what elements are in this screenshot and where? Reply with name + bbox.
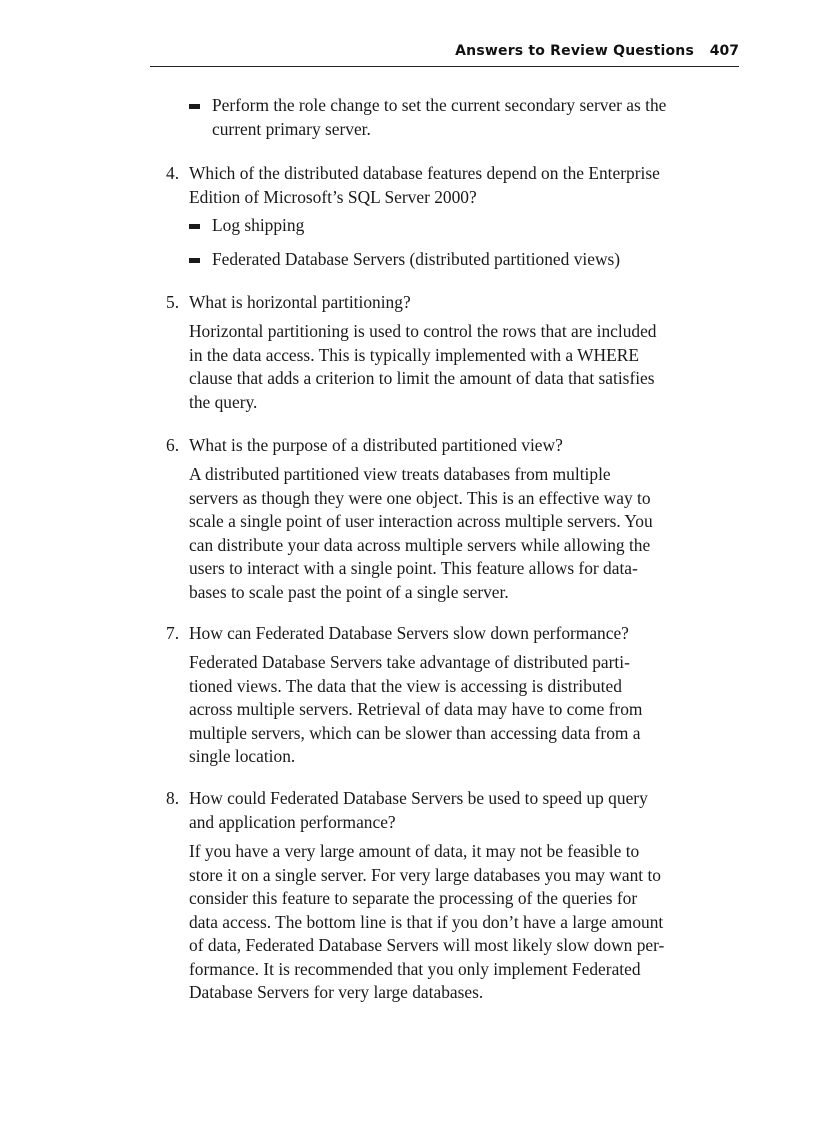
- answer-6: [189, 463, 709, 604]
- answer-text-line: across multiple servers. Retrieval of data may have to come from: [189, 699, 643, 719]
- answer-text-line: A distributed partitioned view treats databases from multiple: [189, 464, 611, 484]
- question-text-line: Which of the distributed database features depend on the Enterprise: [189, 163, 660, 183]
- answer-text-line: Federated Database Servers take advantage of distributed parti-: [189, 652, 630, 672]
- header-title: Answers to Review Questions: [455, 43, 694, 59]
- bullet-item: [189, 94, 709, 141]
- answer-text-line: users to interact with a single point. This feature allows for data-: [189, 558, 638, 578]
- answer-text-line: bases to scale past the point of a single server.: [189, 581, 509, 602]
- answer-text-line: consider this feature to separate the processing of the queries for: [189, 888, 638, 908]
- answer-text-line: store it on a single server. For very large databases you may want to: [189, 864, 662, 885]
- question-text-line: What is horizontal partitioning?: [189, 292, 411, 312]
- page-number: 407: [709, 43, 739, 59]
- question-text-line: How can Federated Database Servers slow down performance?: [189, 623, 629, 643]
- answer-text-line: can distribute your data across multiple servers while allowing the: [189, 534, 651, 555]
- answer-5: [189, 320, 709, 414]
- answer-text-line: data access. The bottom line is that if you don’t have a large amount: [189, 911, 664, 932]
- question-number: 6.: [166, 435, 180, 455]
- answer-text-line: in the data access. This is typically implemented with a WHERE: [189, 344, 639, 365]
- question-5: [166, 291, 711, 315]
- question-4: [166, 162, 711, 209]
- question-text-line: Edition of Microsoft’s SQL Server 2000?: [189, 186, 477, 207]
- answer-text-line: clause that adds a criterion to limit the amount of data that satisfies: [189, 368, 655, 388]
- square-bullet-icon: [189, 104, 200, 109]
- bullet-text-line: current primary server.: [212, 118, 371, 139]
- question-text-line: How could Federated Database Servers be used to speed up query: [189, 788, 648, 808]
- question-8: [166, 787, 711, 834]
- answer-text-line: of data, Federated Database Servers will most likely slow down per-: [189, 935, 665, 955]
- question-number: 8.: [166, 788, 180, 808]
- question-number: 5.: [166, 292, 180, 312]
- answer-text-line: Horizontal partitioning is used to control the rows that are included: [189, 321, 657, 341]
- question-7: [166, 622, 711, 646]
- question-text-line: and application performance?: [189, 811, 396, 832]
- running-header: [150, 40, 739, 67]
- answer-text-line: single location.: [189, 746, 296, 766]
- bullet-text-line: Log shipping: [212, 215, 305, 235]
- answer-text-line: tioned views. The data that the view is accessing is distributed: [189, 675, 622, 696]
- question-number: 7.: [166, 623, 180, 643]
- question-6: [166, 434, 711, 458]
- bullet-text-line: Perform the role change to set the current secondary server as the: [212, 95, 667, 115]
- bullet-item: [189, 214, 709, 238]
- bullet-item: [189, 248, 709, 272]
- square-bullet-icon: [189, 258, 200, 263]
- bullet-text-line: Federated Database Servers (distributed partitioned views): [212, 249, 621, 269]
- answer-7: [189, 651, 709, 769]
- question-text-line: What is the purpose of a distributed partitioned view?: [189, 435, 563, 455]
- answer-text-line: servers as though they were one object. This is an effective way to: [189, 487, 651, 508]
- answer-text-line: multiple servers, which can be slower than accessing data from a: [189, 722, 641, 743]
- answer-8: [189, 840, 709, 1005]
- answer-text-line: Database Servers for very large databases.: [189, 982, 484, 1002]
- question-number: 4.: [166, 163, 180, 183]
- answer-text-line: formance. It is recommended that you only implement Federated: [189, 958, 641, 979]
- square-bullet-icon: [189, 224, 200, 229]
- answer-text-line: the query.: [189, 391, 258, 412]
- answer-text-line: If you have a very large amount of data, it may not be feasible to: [189, 841, 640, 861]
- answer-text-line: scale a single point of user interaction across multiple servers. You: [189, 511, 653, 531]
